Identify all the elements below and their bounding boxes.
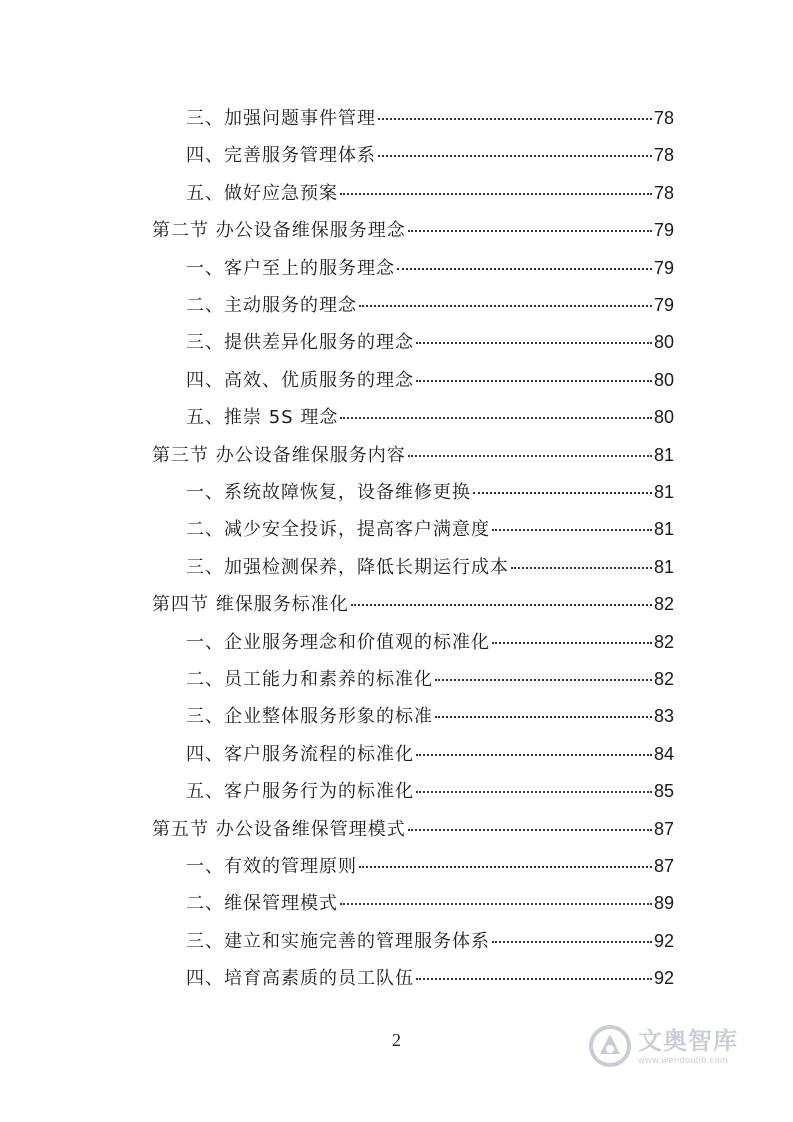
toc-entry[interactable]: [186, 362, 674, 399]
toc-entry-title: 三、企业整体服务形象的标准: [186, 706, 433, 727]
toc-entry-title: 四、高效、优质服务的理念: [186, 370, 414, 391]
toc-entry[interactable]: [186, 324, 674, 361]
toc-entry-title: 第三节 办公设备维保服务内容: [152, 445, 406, 466]
toc-entry-title: 五、推崇 5S 理念: [186, 407, 339, 428]
toc-entry-page: 81: [653, 445, 674, 465]
toc-entry-title: 一、企业服务理念和价值观的标准化: [186, 632, 490, 653]
toc-entry[interactable]: [186, 848, 674, 885]
toc-entry-page: 81: [653, 557, 674, 577]
watermark-brand: 文奥智库: [638, 1026, 738, 1055]
toc-entry[interactable]: [186, 474, 674, 511]
toc-entry-title: 第四节 维保服务标准化: [152, 594, 349, 615]
toc-entry[interactable]: [186, 960, 674, 997]
toc-dot-leader: [397, 268, 652, 270]
toc-entry[interactable]: [186, 549, 674, 586]
toc-entry[interactable]: [186, 250, 674, 287]
toc-dot-leader: [492, 941, 652, 943]
toc-entry-title: 一、客户至上的服务理念: [186, 258, 395, 279]
toc-entry-page: 80: [653, 370, 674, 390]
toc-dot-leader: [492, 529, 652, 531]
toc-dot-leader: [340, 903, 652, 905]
toc-entry-title: 二、维保管理模式: [186, 893, 338, 914]
toc-entry[interactable]: [186, 137, 674, 174]
toc-entry-title: 第五节 办公设备维保管理模式: [152, 819, 406, 840]
toc-entry[interactable]: [186, 885, 674, 922]
toc-entry-page: 79: [653, 220, 674, 240]
toc-entry[interactable]: [186, 661, 674, 698]
toc-entry-page: 89: [653, 893, 674, 913]
toc-dot-leader: [378, 155, 652, 157]
toc-entry-page: 87: [653, 819, 674, 839]
toc-dot-leader: [340, 417, 652, 419]
toc-entry-title: 五、客户服务行为的标准化: [186, 781, 414, 802]
toc-entry-page: 78: [653, 145, 674, 165]
toc-entry[interactable]: [186, 399, 674, 436]
toc-dot-leader: [378, 118, 652, 120]
toc-dot-leader: [351, 604, 652, 606]
toc-entry-page: 83: [653, 706, 674, 726]
toc-entry-title: 四、完善服务管理体系: [186, 145, 376, 166]
toc-entry-page: 80: [653, 407, 674, 427]
toc-entry-title: 一、有效的管理原则: [186, 856, 357, 877]
toc-dot-leader: [492, 642, 652, 644]
toc-entry[interactable]: [186, 624, 674, 661]
watermark: [588, 1018, 768, 1074]
toc-entry-title: 三、提供差异化服务的理念: [186, 332, 414, 353]
toc-entry-title: 第二节 办公设备维保服务理念: [152, 220, 406, 241]
toc-entry-title: 二、员工能力和素养的标准化: [186, 669, 433, 690]
toc-entry[interactable]: [186, 100, 674, 137]
toc-entry[interactable]: [186, 511, 674, 548]
toc-dot-leader: [408, 230, 652, 232]
toc-section-entry[interactable]: [152, 437, 674, 474]
toc-entry-title: 一、系统故障恢复，设备维修更换: [186, 482, 471, 503]
watermark-logo-icon: [588, 1024, 632, 1068]
toc-entry-title: 二、主动服务的理念: [186, 295, 357, 316]
toc-entry-page: 92: [653, 931, 674, 951]
watermark-text: [638, 1027, 738, 1066]
toc-entry-page: 84: [653, 744, 674, 764]
toc-entry-page: 79: [653, 258, 674, 278]
toc-entry-page: 85: [653, 781, 674, 801]
toc-dot-leader: [416, 978, 652, 980]
toc-entry-page: 79: [653, 295, 674, 315]
toc-dot-leader: [408, 829, 652, 831]
toc-entry-title: 三、加强检测保养，降低长期运行成本: [186, 557, 509, 578]
toc-dot-leader: [408, 455, 652, 457]
toc-entry-title: 五、做好应急预案: [186, 183, 338, 204]
toc-entry-page: 87: [653, 856, 674, 876]
page-number: 2: [392, 1030, 401, 1050]
watermark-url: www.wendoulib.com: [638, 1054, 729, 1065]
toc-dot-leader: [473, 492, 652, 494]
toc-entry-page: 81: [653, 519, 674, 539]
toc-dot-leader: [435, 716, 652, 718]
toc-section-entry[interactable]: [152, 586, 674, 623]
toc-entry-title: 三、建立和实施完善的管理服务体系: [186, 931, 490, 952]
toc-entry-title: 四、客户服务流程的标准化: [186, 744, 414, 765]
toc-entry-title: 二、减少安全投诉，提高客户满意度: [186, 519, 490, 540]
toc-entry[interactable]: [186, 923, 674, 960]
toc-entry-page: 82: [653, 669, 674, 689]
toc-dot-leader: [359, 866, 652, 868]
toc-entry-page: 82: [653, 632, 674, 652]
toc-section-entry[interactable]: [152, 811, 674, 848]
toc-dot-leader: [416, 342, 652, 344]
toc-entry[interactable]: [186, 698, 674, 735]
toc-dot-leader: [340, 193, 652, 195]
toc-entry[interactable]: [186, 175, 674, 212]
toc-entry-page: 82: [653, 594, 674, 614]
toc-section-entry[interactable]: [152, 212, 674, 249]
toc-dot-leader: [416, 791, 652, 793]
toc-entry-page: 80: [653, 332, 674, 352]
toc-entry-page: 92: [653, 968, 674, 988]
toc-dot-leader: [416, 380, 652, 382]
toc-dot-leader: [416, 754, 652, 756]
toc-entry[interactable]: [186, 773, 674, 810]
toc-dot-leader: [359, 305, 652, 307]
toc-entry-page: 81: [653, 482, 674, 502]
toc-entry-page: 78: [653, 108, 674, 128]
toc-entry-title: 三、加强问题事件管理: [186, 108, 376, 129]
toc-entry-title: 四、培育高素质的员工队伍: [186, 968, 414, 989]
toc-dot-leader: [435, 679, 652, 681]
toc-entry[interactable]: [186, 287, 674, 324]
toc-entry[interactable]: [186, 736, 674, 773]
toc-dot-leader: [511, 567, 652, 569]
toc-entry-page: 78: [653, 183, 674, 203]
